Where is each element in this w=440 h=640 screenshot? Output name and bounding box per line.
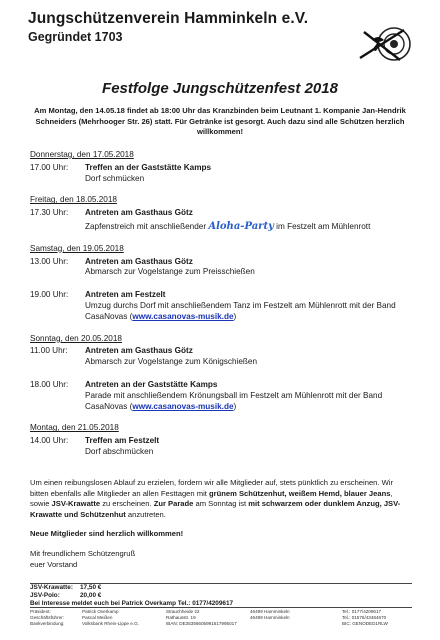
footer-col: Patrick Overkamp Pascal Meißen Volksbank Rhein-Lippe e.G.: [82, 609, 139, 627]
price-label: JSV-Polo:: [30, 592, 60, 599]
event-time: 17.30 Uhr:: [30, 208, 69, 218]
event-description: Umzug durchs Dorf mit anschließendem Tanz im Festzelt am Mühlenrott mit der Band CasaNovas (www.casanovas-musik.de): [85, 300, 396, 321]
club-name: Jungschützenverein Hamminkeln e.V.: [28, 10, 309, 27]
page-title: Festfolge Jungschützenfest 2018: [102, 80, 338, 97]
greeting: Mit freundlichem Schützengruß: [30, 548, 136, 558]
event-title: Treffen an der Gaststätte Kamps: [85, 162, 212, 172]
event-time: 19.00 Uhr:: [30, 290, 69, 300]
event-title: Antreten am Gasthaus Götz: [85, 256, 193, 266]
footer-col: Strauchheide 22 Rathausstr. 19 IBAN: DE35356605991517995017: [166, 609, 237, 627]
day-friday: [30, 195, 415, 232]
price-row: [30, 584, 412, 592]
event-time: 17.00 Uhr:: [30, 162, 69, 172]
event-title: Antreten am Festzelt: [85, 290, 166, 300]
event-title: Antreten am Gasthaus Götz: [85, 346, 193, 356]
event-time: 11.00 Uhr:: [30, 346, 68, 356]
price-label: JSV-Krawatte:: [30, 584, 73, 591]
event-title: Antreten an der Gaststätte Kamps: [85, 379, 218, 389]
club-logo-icon: [358, 24, 414, 64]
day-thursday: [30, 150, 415, 184]
day-monday: [30, 423, 415, 457]
day-label: Donnerstag, den 17.05.2018: [30, 150, 134, 159]
price-value: 17,50 €: [80, 584, 102, 591]
day-label: Freitag, den 18.05.2018: [30, 195, 117, 205]
event-description: Dorf abschmücken: [85, 446, 154, 456]
event-title: Antreten am Gasthaus Götz: [85, 208, 193, 218]
day-label: Montag, den 21.05.2018: [30, 423, 119, 433]
welcome-text: Neue Mitglieder sind herzlich willkommen!: [30, 529, 184, 539]
closing-section: [30, 478, 412, 570]
intro-text: Am Montag, den 14.05.18 findet ab 18:00 Uhr das Kranzbinden beim Leutnant 1. Kompanie Jan-Hendrik Schneiders (Mehrhooger Str. 26) statt. Für Getränke ist gesorgt. Auch dazu sind alle Schützen herzlich willkommen!: [34, 106, 406, 136]
signature: euer Vorstand: [30, 559, 78, 569]
event: [30, 208, 415, 233]
event: [30, 257, 415, 279]
footer-col: 46499 Hamminkeln 46499 Hamminkeln: [250, 609, 290, 621]
founded-year: Gegründet 1703: [28, 30, 123, 44]
event-description: Dorf schmücken: [85, 173, 145, 183]
contact-note: Bei Interesse meldet euch bei Patrick Overkamp Tel.: 0177/4209617: [30, 600, 234, 607]
event: [30, 380, 415, 412]
price-row: [30, 592, 412, 600]
event-description: Zapfenstreich mit anschließender Aloha-Party im Festzelt am Mühlenrott: [85, 220, 371, 232]
footer-col: Präsident: Geschäftsführer: Bankverbindung:: [30, 609, 65, 627]
footer: [30, 607, 412, 628]
merchandise-prices: [30, 583, 412, 608]
event: [30, 163, 415, 185]
event-title: Treffen am Festzelt: [85, 436, 160, 446]
day-saturday: [30, 244, 415, 323]
aloha-party-logo: Aloha-Party: [208, 220, 274, 232]
event-description: Parade mit anschließendem Krönungsball im Festzelt am Mühlenrott mit der Band CasaNovas (www.casanovas-musik.de): [85, 390, 383, 411]
day-label: Samstag, den 19.05.2018: [30, 243, 124, 253]
event: [30, 346, 415, 368]
event-time: 14.00 Uhr:: [30, 436, 69, 446]
dress-code-paragraph: Um einen reibungslosen Ablauf zu erzielen, fordern wir alle Mitglieder auf, stets pünktlich zu erscheinen. Wir bitten ebenfalls alle Mitglieder an allen Festtagen mit grünem Schützenhut, weißem Hemd, blauer Jeans, sowie JSV-Krawatte zu erscheinen. Zur Parade am Sonntag ist mit schwarzem oder dunklem Anzug, JSV-Krawatte und Schützenhut anzutreten.: [30, 478, 401, 519]
event-description: Abmarsch zur Vogelstange zum Preisschießen: [85, 267, 255, 277]
footer-col: Tel.: 0177/4209617 Tel.: 01576/43484670 BIC: GENODED1RLW: [342, 609, 388, 627]
day-label: Sonntag, den 20.05.2018: [30, 333, 122, 343]
event-time: 13.00 Uhr:: [30, 256, 69, 266]
event-time: 18.00 Uhr:: [30, 379, 69, 389]
event: [30, 290, 415, 322]
event: [30, 436, 415, 458]
band-website-link[interactable]: www.casanovas-musik.de: [132, 311, 234, 321]
band-website-link[interactable]: www.casanovas-musik.de: [132, 401, 234, 411]
letterhead: [28, 10, 418, 54]
price-value: 20,00 €: [80, 592, 102, 599]
event-description: Abmarsch zur Vogelstange zum Königschießen: [85, 357, 258, 367]
day-sunday: [30, 334, 415, 413]
schedule: [30, 150, 415, 458]
